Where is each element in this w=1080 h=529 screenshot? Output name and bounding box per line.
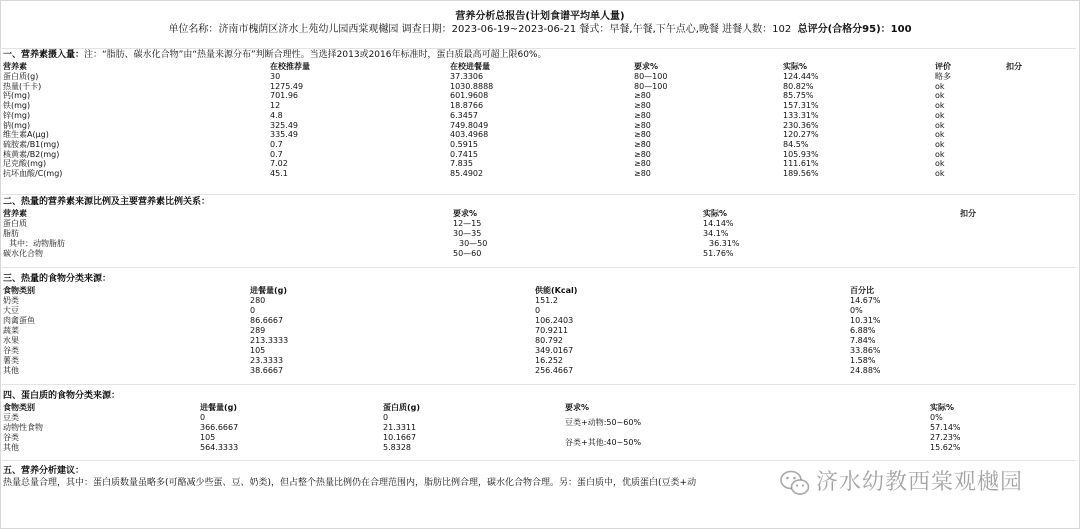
cell-energy: 151.2 xyxy=(535,296,558,305)
cell-actual: 105.93% xyxy=(783,149,819,159)
cell-intake: 366.6667 xyxy=(200,423,239,432)
req-grain-text: 谷类+其他:40~50% xyxy=(565,438,642,447)
table-row xyxy=(3,73,1073,83)
cell-requirement: ≥80 xyxy=(634,159,651,169)
cell-nutrient: 抗坏血酸/C(mg) xyxy=(3,169,63,178)
cell-food-category: 动物性食物 xyxy=(3,423,43,432)
col-actual: 实际% xyxy=(930,403,955,412)
col-requirement: 要求% xyxy=(565,403,590,412)
cell-intake: 213.3333 xyxy=(250,336,289,345)
cell-nutrient: 锌(mg) xyxy=(3,110,31,120)
advice-text: 热量总量合理，其中：蛋白质数量虽略多(可酪减少些蛋、豆、奶类)，但占整个热量比例仍在合理范围内，脂肪比例合理，碳水化合物合理。另：蛋白质中，优质蛋白(豆类+动 xyxy=(3,478,697,488)
cell-actual: 230.36% xyxy=(783,120,819,130)
col-nutrient: 营养素 xyxy=(3,62,27,71)
col-actual: 实际% xyxy=(703,209,728,218)
cell-requirement: 30—50 xyxy=(459,239,488,248)
cell-nutrient: 尼克酸(mg) xyxy=(3,159,47,169)
cell-intake: 0 xyxy=(200,413,206,422)
cell-requirement: ≥80 xyxy=(634,169,651,178)
table-row xyxy=(3,220,1073,230)
cell-intake: 564.3333 xyxy=(200,443,239,452)
cell-requirement: 50—60 xyxy=(453,249,482,258)
wechat-icon xyxy=(780,470,810,496)
divider xyxy=(2,384,1076,385)
cell-intake: 105 xyxy=(250,346,266,355)
cell-percent: 14.67% xyxy=(850,296,881,305)
table-row xyxy=(3,92,1073,102)
cell-recommended: 335.49 xyxy=(270,130,298,140)
cell-nutrient: 脂肪 xyxy=(3,229,19,238)
cell-energy: 349.0167 xyxy=(535,346,574,355)
cell-food-category: 薯类 xyxy=(3,356,19,365)
table-row xyxy=(3,122,1073,132)
cell-evaluation: ok xyxy=(935,91,945,101)
cell-intake: 749.8049 xyxy=(450,120,489,130)
cell-requirement: ≥80 xyxy=(634,110,651,120)
divider xyxy=(2,460,1076,461)
cell-intake: 0 xyxy=(250,306,256,315)
cell-requirement: 12—15 xyxy=(453,219,482,228)
col-nutrient: 营养素 xyxy=(3,209,27,218)
cell-evaluation: ok xyxy=(935,110,945,120)
cell-nutrient: 钙(mg) xyxy=(3,91,31,101)
cell-percent: 1.58% xyxy=(850,356,876,365)
cell-requirement: 30—35 xyxy=(453,229,482,238)
divider xyxy=(2,194,1076,195)
meals: 早餐,午餐,下午点心,晚餐 xyxy=(609,24,719,35)
score-label: 总评分(合格分95)： xyxy=(797,24,891,35)
cell-protein: 10.1667 xyxy=(383,433,417,442)
table-row xyxy=(3,102,1073,112)
cell-actual: 51.76% xyxy=(703,249,734,258)
cell-intake: 601.9608 xyxy=(450,91,489,101)
table-row xyxy=(3,151,1073,161)
cell-nutrient: 碳水化合物 xyxy=(3,249,43,258)
cell-food-category: 其他 xyxy=(3,366,19,375)
table-row xyxy=(3,160,1073,170)
cell-actual: 111.61% xyxy=(783,159,819,169)
cell-requirement: ≥80 xyxy=(634,120,651,130)
section4-title: 四、蛋白质的食物分类来源： xyxy=(3,391,121,401)
cell-evaluation: ok xyxy=(935,120,945,130)
cell-evaluation: ok xyxy=(935,81,945,91)
cell-percent: 10.31% xyxy=(850,316,881,325)
cell-protein: 21.3311 xyxy=(383,423,417,432)
cell-recommended: 325.49 xyxy=(270,120,298,130)
cell-intake: 37.3306 xyxy=(450,72,484,81)
cell-nutrient: 蛋白质 xyxy=(3,219,27,228)
section2-header-row xyxy=(3,210,1073,220)
cell-actual: 57.14% xyxy=(930,423,961,432)
cell-food-category: 蔬菜 xyxy=(3,326,19,335)
cell-nutrient: 铁(mg) xyxy=(3,101,31,111)
cell-intake: 1030.8888 xyxy=(450,81,494,91)
cell-food-category: 其他 xyxy=(3,443,19,452)
cell-intake: 0.7415 xyxy=(450,149,478,159)
cell-nutrient: 钠(mg) xyxy=(3,120,31,130)
cell-food-category: 谷类 xyxy=(3,433,19,442)
col-requirement: 要求% xyxy=(634,62,659,71)
diners-count: 102 xyxy=(772,24,792,35)
cell-actual: 133.31% xyxy=(783,110,819,120)
cell-percent: 24.88% xyxy=(850,366,881,375)
section5-title: 五、营养分析建议： xyxy=(3,466,85,476)
cell-recommended: 0.7 xyxy=(270,139,283,149)
section1-note: 注：“脂肪、碳水化合物”由“热量来源分布”判断合理性。当选择2013或2016年标准时，蛋白质最高可超上限60%。 xyxy=(84,50,547,60)
cell-nutrient: 热量(千卡) xyxy=(3,81,42,91)
table-row xyxy=(3,83,1073,93)
cell-requirement: 80—100 xyxy=(634,81,668,91)
col-energy: 供能(Kcal) xyxy=(535,286,578,295)
cell-recommended: 4.8 xyxy=(270,110,283,120)
table-row xyxy=(3,434,1073,444)
table-row xyxy=(3,131,1073,141)
requirement-animal xyxy=(565,419,765,429)
col-evaluation: 评价 xyxy=(935,62,951,71)
cell-actual: 124.44% xyxy=(783,72,819,81)
date-label: 调查日期： xyxy=(401,24,452,35)
cell-nutrient: 维生素A(μg) xyxy=(3,130,49,140)
cell-actual: 36.31% xyxy=(709,239,740,248)
cell-intake: 289 xyxy=(250,326,266,335)
table-row xyxy=(3,141,1073,151)
section2-title: 二、热量的营养素来源比例及主要营养素比例关系： xyxy=(3,197,211,207)
cell-nutrient: 核黄素/B2(mg) xyxy=(3,149,60,159)
cell-recommended: 45.1 xyxy=(270,169,288,178)
table-row xyxy=(3,367,1073,377)
table-row xyxy=(3,170,1073,180)
cell-food-category: 大豆 xyxy=(3,306,19,315)
cell-food-category: 水果 xyxy=(3,336,19,345)
requirement-grain xyxy=(565,439,765,449)
cell-evaluation: ok xyxy=(935,159,945,169)
col-recommended: 在校推荐量 xyxy=(270,62,310,71)
cell-requirement: 80—100 xyxy=(634,72,668,81)
cell-protein: 0 xyxy=(383,413,389,422)
section1-header-row xyxy=(3,63,1073,73)
cell-actual: 0% xyxy=(930,413,943,422)
cell-intake: 105 xyxy=(200,433,216,442)
cell-protein: 5.8328 xyxy=(383,443,411,452)
cell-actual: 15.62% xyxy=(930,443,961,452)
cell-requirement: ≥80 xyxy=(634,101,651,111)
col-intake: 进餐量(g) xyxy=(200,403,238,412)
cell-requirement: ≥80 xyxy=(634,139,651,149)
cell-percent: 33.86% xyxy=(850,346,881,355)
cell-food-category: 谷类 xyxy=(3,346,19,355)
col-requirement: 要求% xyxy=(453,209,478,218)
watermark-text: 济水幼教西棠观樾园 xyxy=(816,470,1024,495)
col-intake: 在校进餐量 xyxy=(450,62,490,71)
diners-label: 进餐人数： xyxy=(722,24,773,35)
col-deduction: 扣分 xyxy=(1006,62,1022,71)
report-meta xyxy=(0,25,1080,35)
col-food-category: 食物类别 xyxy=(3,403,35,412)
cell-intake: 7.835 xyxy=(450,159,473,169)
divider xyxy=(2,267,1076,268)
col-percent: 百分比 xyxy=(850,286,874,295)
cell-actual: 189.56% xyxy=(783,169,819,178)
cell-nutrient: 硫胺素/B1(mg) xyxy=(3,139,60,149)
col-intake: 进餐量(g) xyxy=(250,286,288,295)
table-row xyxy=(3,230,1073,240)
section1-title xyxy=(3,51,546,60)
section4-header-row xyxy=(3,404,1073,414)
table-row xyxy=(3,414,1073,424)
unit-name: 济南市槐荫区济水上苑幼儿园西棠观樾园 xyxy=(218,24,399,35)
cell-intake: 6.3457 xyxy=(450,110,478,120)
cell-intake: 86.6667 xyxy=(250,316,284,325)
col-food-category: 食物类别 xyxy=(3,286,35,295)
cell-percent: 0% xyxy=(850,306,863,315)
cell-actual: 80.82% xyxy=(783,81,814,91)
cell-energy: 80.792 xyxy=(535,336,563,345)
date-range: 2023-06-19~2023-06-21 xyxy=(451,24,577,35)
cell-actual: 14.14% xyxy=(703,219,734,228)
cell-energy: 106.2403 xyxy=(535,316,574,325)
cell-intake: 403.4968 xyxy=(450,130,489,140)
cell-recommended: 12 xyxy=(270,101,281,111)
cell-actual: 84.5% xyxy=(783,139,809,149)
cell-requirement: ≥80 xyxy=(634,130,651,140)
watermark xyxy=(780,466,1070,500)
cell-evaluation: ok xyxy=(935,101,945,111)
cell-actual: 85.75% xyxy=(783,91,814,101)
cell-energy: 70.9211 xyxy=(535,326,569,335)
cell-energy: 256.4667 xyxy=(535,366,574,375)
cell-evaluation: ok xyxy=(935,169,945,178)
section1-heading: 一、营养素摄入量： xyxy=(3,50,85,60)
table-row xyxy=(3,240,1073,250)
cell-food-category: 奶类 xyxy=(3,296,19,305)
cell-intake: 23.3333 xyxy=(250,356,284,365)
cell-intake: 18.8766 xyxy=(450,101,484,111)
meal-label: 餐式： xyxy=(579,24,610,35)
report-title: 营养分析总报告(计划食谱平均单人量) xyxy=(455,11,625,22)
table-row xyxy=(3,112,1073,122)
unit-label: 单位名称： xyxy=(168,24,219,35)
cell-intake: 0.5915 xyxy=(450,139,478,149)
cell-actual: 27.23% xyxy=(930,433,961,442)
cell-evaluation: ok xyxy=(935,149,945,159)
divider xyxy=(2,48,1076,49)
cell-evaluation: 略多 xyxy=(935,72,951,81)
cell-actual: 34.1% xyxy=(703,229,729,238)
score-value: 100 xyxy=(890,24,912,35)
req-animal-text: 豆类+动物:50~60% xyxy=(565,418,642,427)
col-protein: 蛋白质(g) xyxy=(383,403,421,412)
cell-actual: 157.31% xyxy=(783,101,819,111)
cell-evaluation: ok xyxy=(935,130,945,140)
col-deduction: 扣分 xyxy=(960,209,976,218)
table-row xyxy=(3,444,1073,454)
cell-actual: 120.27% xyxy=(783,130,819,140)
cell-recommended: 701.96 xyxy=(270,91,298,101)
cell-percent: 7.84% xyxy=(850,336,876,345)
cell-requirement: ≥80 xyxy=(634,91,651,101)
cell-recommended: 30 xyxy=(270,72,281,81)
cell-energy: 0 xyxy=(535,306,541,315)
cell-intake: 280 xyxy=(250,296,266,305)
cell-nutrient: 其中：动物脂肪 xyxy=(9,239,65,248)
cell-food-category: 肉禽蛋鱼 xyxy=(3,316,35,325)
cell-recommended: 1275.49 xyxy=(270,81,304,91)
table-row xyxy=(3,424,1073,434)
cell-evaluation: ok xyxy=(935,139,945,149)
cell-percent: 6.88% xyxy=(850,326,876,335)
cell-recommended: 7.02 xyxy=(270,159,288,169)
cell-requirement: ≥80 xyxy=(634,149,651,159)
section3-title: 三、热量的食物分类来源： xyxy=(3,274,112,284)
cell-nutrient: 蛋白质(g) xyxy=(3,72,39,81)
cell-intake: 38.6667 xyxy=(250,366,284,375)
table-row xyxy=(3,250,1073,260)
cell-food-category: 豆类 xyxy=(3,413,19,422)
cell-recommended: 0.7 xyxy=(270,149,283,159)
cell-energy: 16.252 xyxy=(535,356,563,365)
col-actual: 实际% xyxy=(783,62,808,71)
cell-intake: 85.4902 xyxy=(450,169,484,178)
